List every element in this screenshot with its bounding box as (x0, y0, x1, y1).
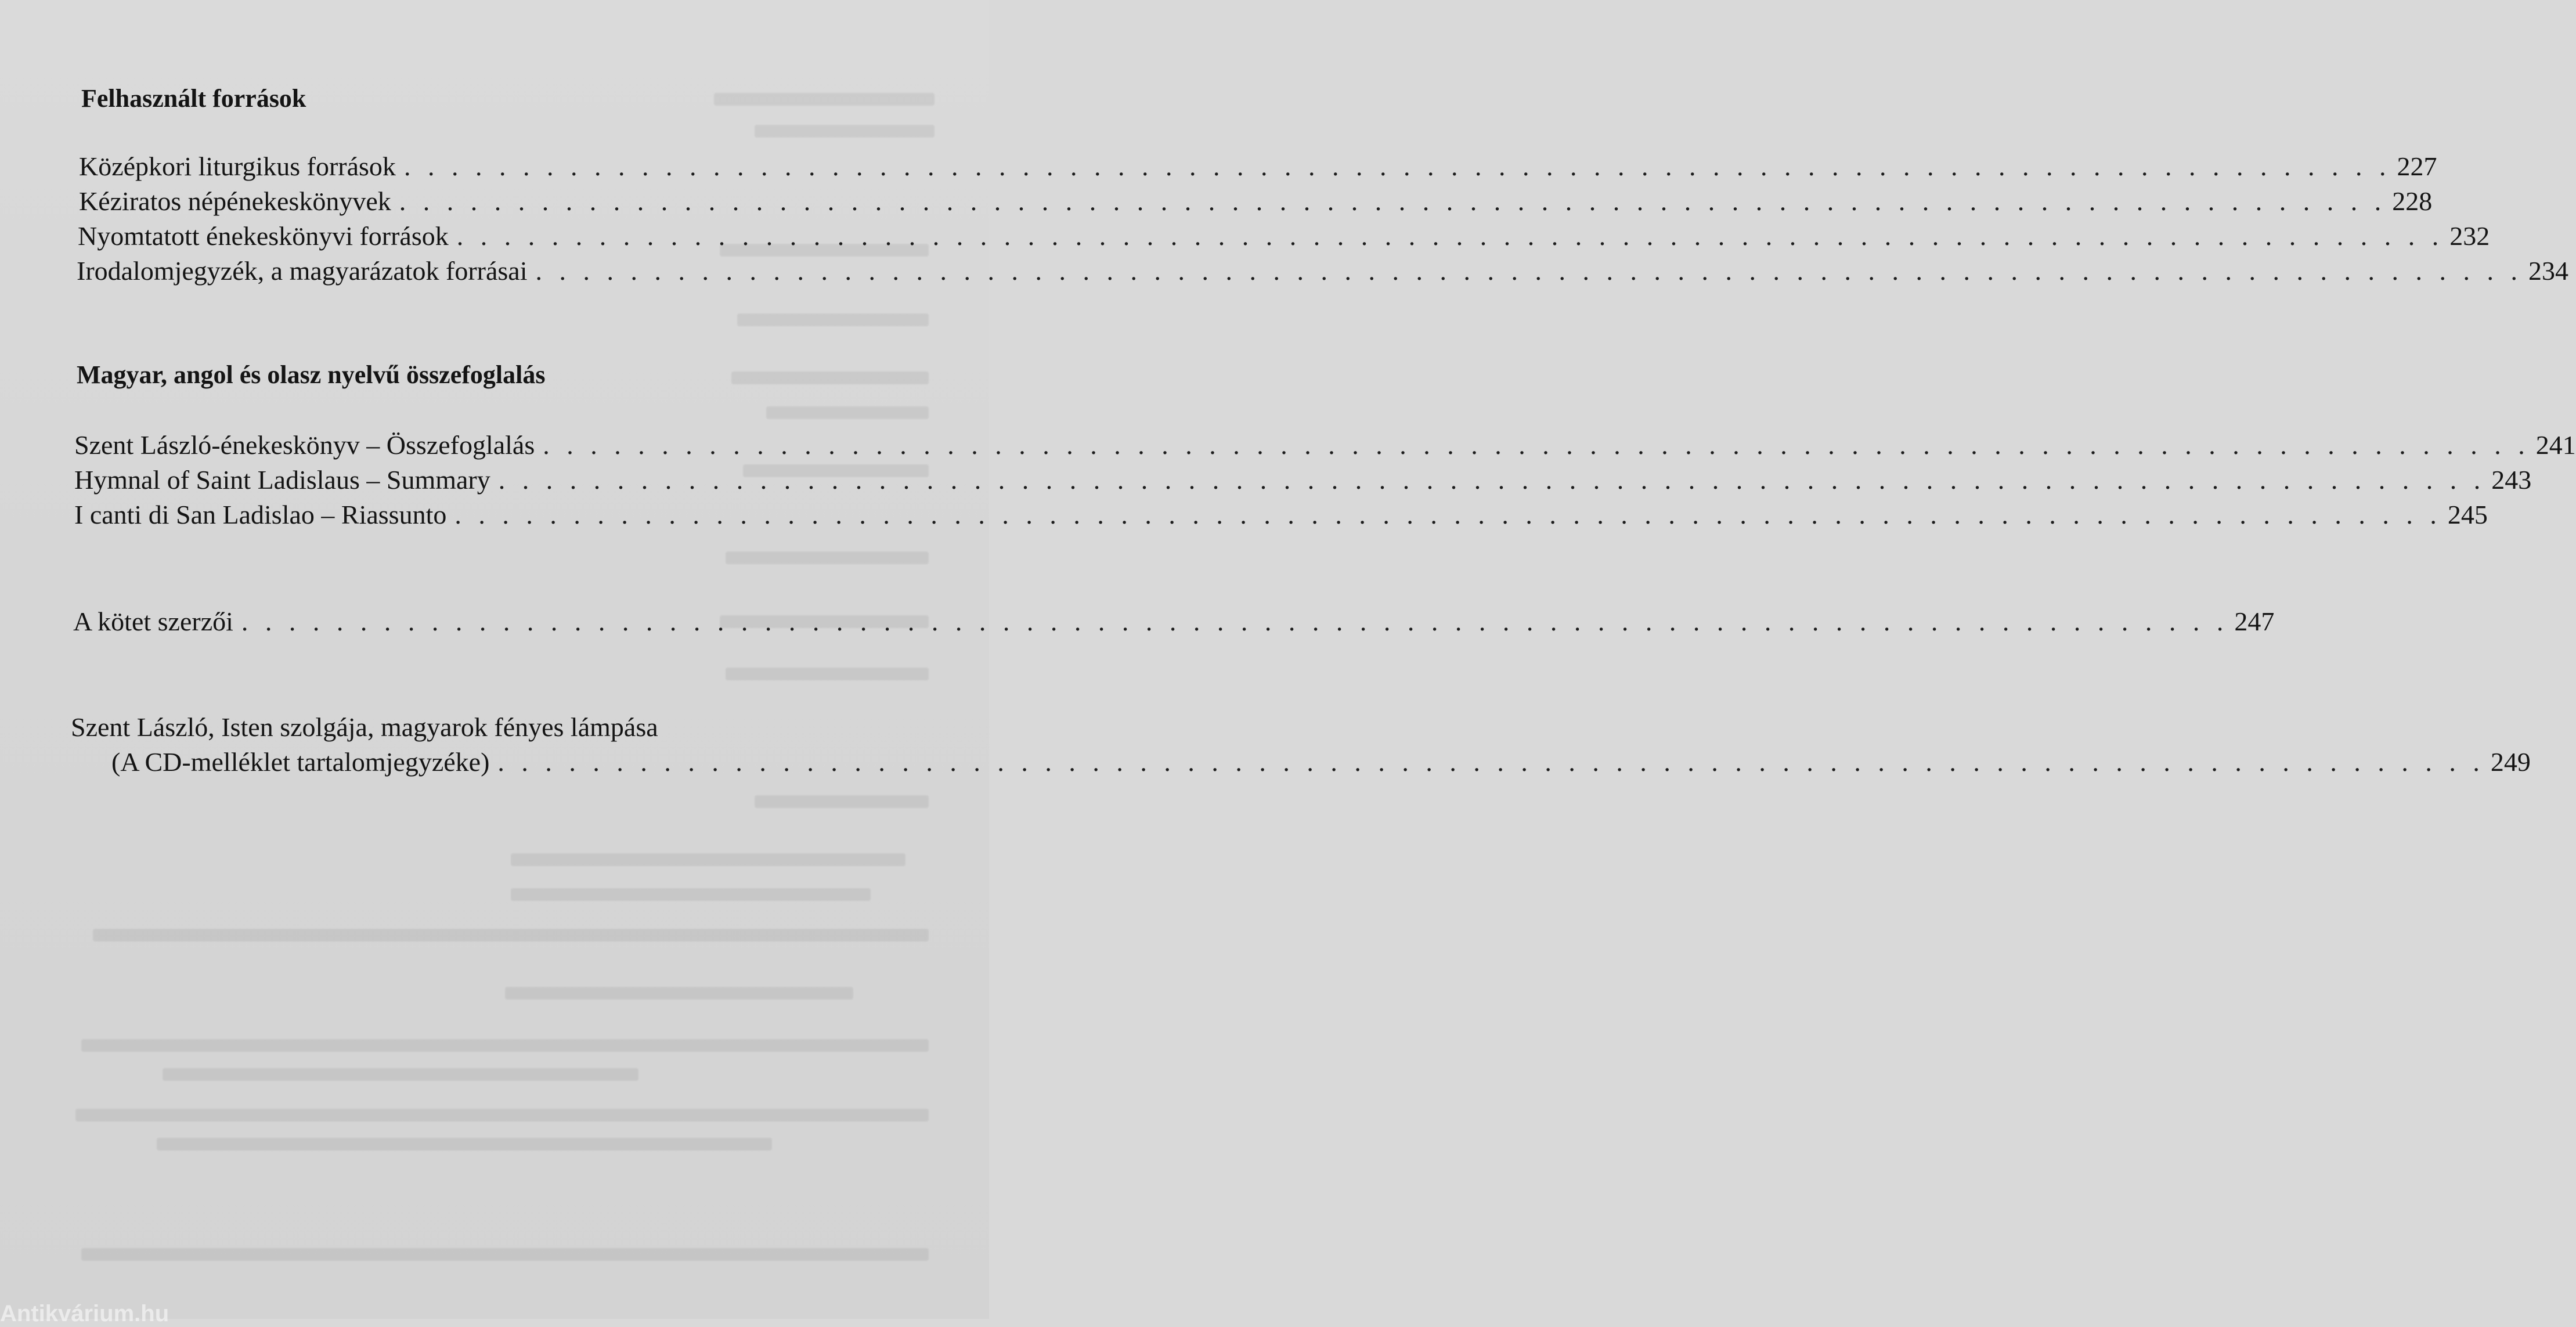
toc-entry[interactable] (77, 256, 2568, 286)
toc-entry-page: 232 (2449, 221, 2490, 251)
toc-entry-page: 234 (2528, 256, 2568, 286)
toc-entry-page: 247 (2234, 607, 2275, 636)
toc-entry-title: Középkori liturgikus források (79, 152, 396, 181)
toc-entry-title: Szent László-énekeskönyv – Összefoglalás (74, 430, 535, 460)
toc-entry-page: 249 (2490, 747, 2531, 777)
dot-leader: . . . . . . . . . . . . . . . . . . . . . . . . . . . . . . . . . . . . . . . . . . . . . . . . . . . . . . . . . . . . . . . . . . . . . . . . . . . . . . . . . . . . (543, 430, 2530, 460)
toc-entry-title: I canti di San Ladislao – Riassunto (74, 500, 447, 529)
toc-entry-page: 245 (2447, 500, 2488, 529)
toc-entry-title: A kötet szerzői (73, 607, 233, 636)
dot-leader: . . . . . . . . . . . . . . . . . . . . . . . . . . . . . . . . . . . . . . . . . . . . . . . . . . . . . . . . . . . . . . . . . . . . . . . . . . . . . . . . . . . . (497, 747, 2485, 777)
toc-entry-cd[interactable] (111, 747, 2531, 777)
toc-entry-title: (A CD-melléklet tartalomjegyzéke) (111, 747, 490, 777)
dot-leader: . . . . . . . . . . . . . . . . . . . . . . . . . . . . . . . . . . . . . . . . . . . . . . . . . . . . . . . . . . . . . . . . . . . . . . . . . . . . . . . . . . . . (403, 152, 2391, 181)
toc-entry[interactable] (78, 221, 2490, 251)
toc-entry-cd-title[interactable]: Szent László, Isten szolgája, magyarok fényes lámpása (71, 712, 658, 742)
dot-leader: . . . . . . . . . . . . . . . . . . . . . . . . . . . . . . . . . . . . . . . . . . . . . . . . . . . . . . . . . . . . . . . . . . . . . . . . . . . . . . . . . . . . (456, 221, 2444, 251)
toc-entry-title: Hymnal of Saint Ladislaus – Summary (74, 465, 490, 495)
toc-entry-page: 243 (2491, 465, 2532, 495)
toc-entry-title: Irodalomjegyzék, a magyarázatok forrásai (77, 256, 528, 286)
section-heading-summaries: Magyar, angol és olasz nyelvű összefoglalás (77, 360, 546, 389)
watermark-logo: Antikvárium.hu (0, 1301, 169, 1326)
toc-entry[interactable] (74, 430, 2576, 460)
dot-leader: . . . . . . . . . . . . . . . . . . . . . . . . . . . . . . . . . . . . . . . . . . . . . . . . . . . . . . . . . . . . . . . . . . . . . . . . . . . . . . . . . . . . (498, 465, 2486, 495)
toc-entry-authors[interactable] (73, 607, 2275, 636)
toc-entry-page: 228 (2392, 186, 2433, 216)
toc-entry-title: Nyomtatott énekeskönyvi források (78, 221, 449, 251)
toc-entry[interactable] (74, 500, 2488, 529)
toc-entry-title: Kéziratos népénekeskönyvek (79, 186, 391, 216)
toc-entry[interactable] (74, 465, 2532, 495)
dot-leader: . . . . . . . . . . . . . . . . . . . . . . . . . . . . . . . . . . . . . . . . . . . . . . . . . . . . . . . . . . . . . . . . . . . . . . . . . . . . . . . . . . . . (241, 607, 2229, 636)
toc-entry-page: 227 (2397, 152, 2437, 181)
dot-leader: . . . . . . . . . . . . . . . . . . . . . . . . . . . . . . . . . . . . . . . . . . . . . . . . . . . . . . . . . . . . . . . . . . . . . . . . . . . . . . . . . . . . (399, 186, 2387, 216)
dot-leader: . . . . . . . . . . . . . . . . . . . . . . . . . . . . . . . . . . . . . . . . . . . . . . . . . . . . . . . . . . . . . . . . . . . . . . . . . . . . . . . . . . . . (535, 256, 2523, 286)
section-heading-sources: Felhasznált források (81, 84, 306, 113)
toc-entry-page: 241 (2535, 430, 2576, 460)
toc-entry[interactable] (79, 152, 2437, 181)
dot-leader: . . . . . . . . . . . . . . . . . . . . . . . . . . . . . . . . . . . . . . . . . . . . . . . . . . . . . . . . . . . . . . . . . . . . . . . . . . . . . . . . . . . . (454, 500, 2442, 529)
toc-entry[interactable] (79, 186, 2433, 216)
